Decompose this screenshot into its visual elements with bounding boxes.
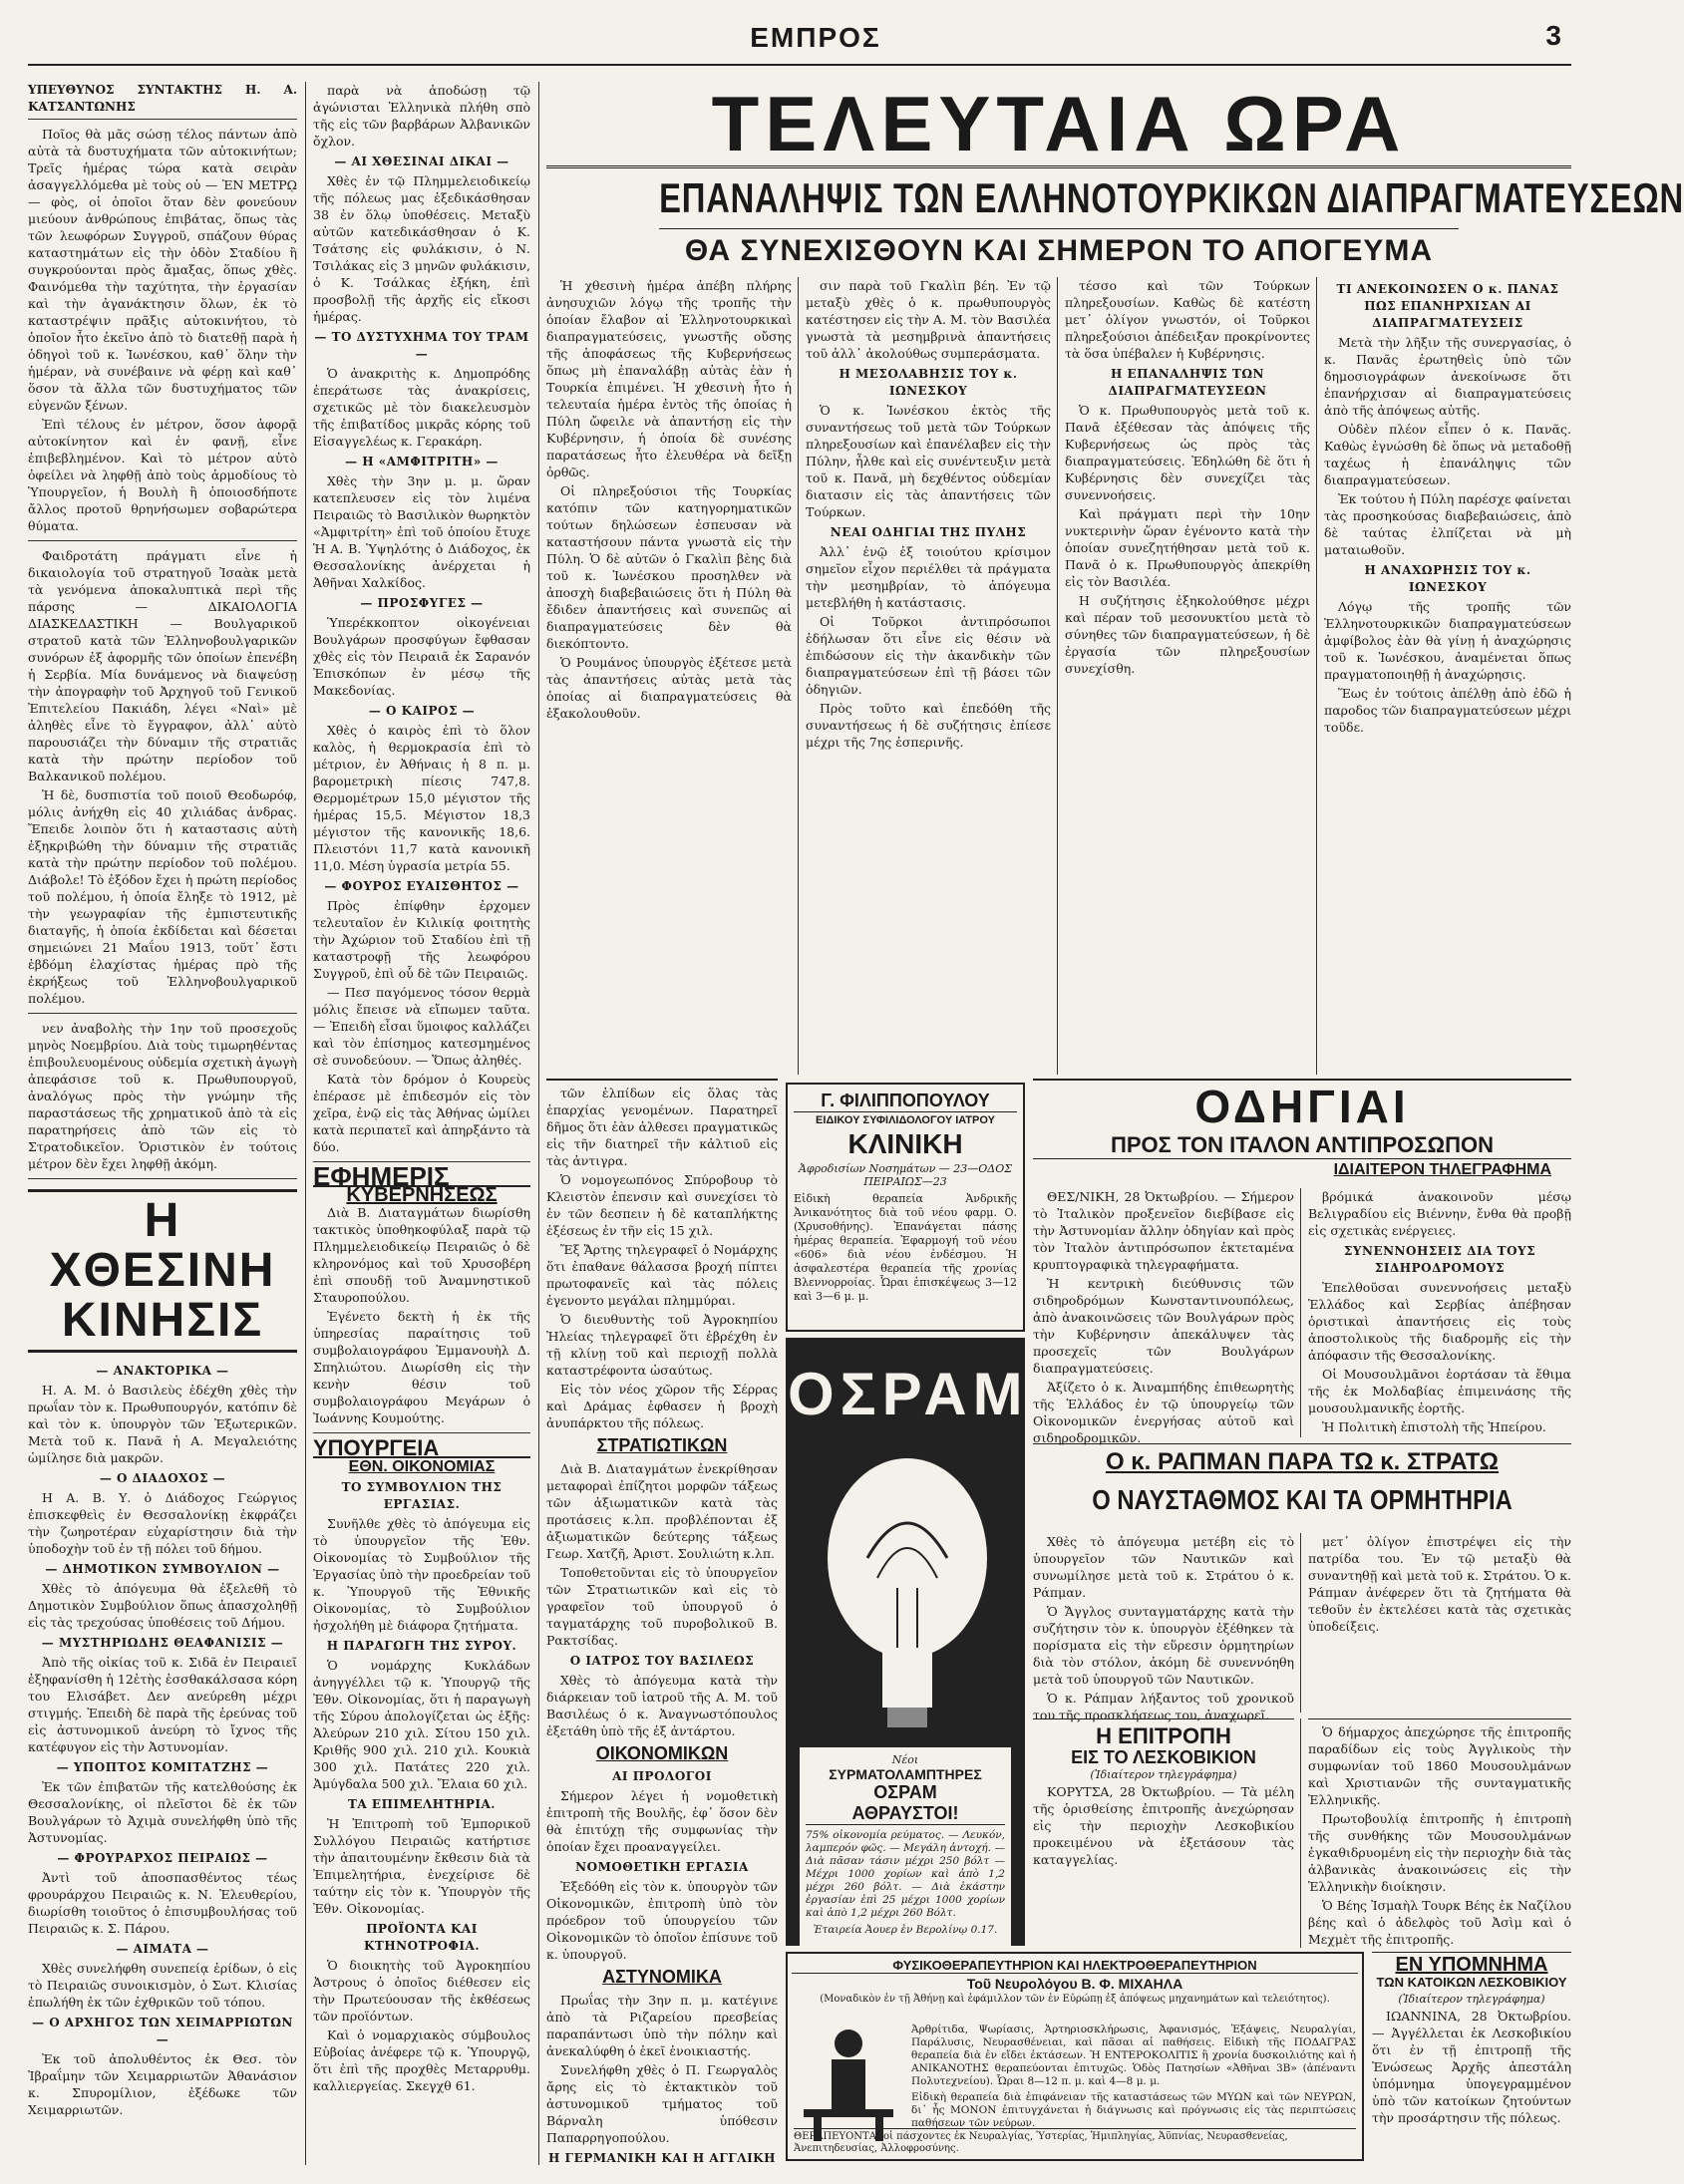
heading-epitropi-sub: ΕΙΣ ΤΟ ΛΕΣΚΟΒΙΚΙΟΝ bbox=[1071, 1747, 1256, 1767]
article-paragraph: ΘΕΣ/ΝΙΚΗ, 28 Ὀκτωβρίου. — Σήμερον τὸ Ἰταλικὸν προξενεῖον διεβίβασε εἰς τὴν Ἀστυνομίαν ἄλλην ὁδηγίαν καὶ πρὸς τὸν Ἰταλὸν ἀντιπρόσωπον ἐκτεταμένα κρυπτογραφικὰ τηλεγραφήματα. bbox=[1033, 1189, 1294, 1272]
article-paragraph: Χθὲς τὸ ἀπόγευμα κατὰ τὴν διάρκειαν τοῦ ἰατροῦ τῆς Α. Μ. τοῦ Βασιλέως ὁ κ. Ἀναγνωστόπουλος ἐξετάθη ὑπὸ τῆς ἐξ ἀντάρτου. bbox=[546, 1673, 778, 1738]
article-paragraph: Καὶ πράγματι περὶ τὴν 10ην νυκτερινὴν ὥραν ἐγένοντο κατὰ τὴν ὁποίαν συνεζητήθησαν μετὰ τοῦ κ. Πανᾶ ὁ κ. Πρωθυπουργὸς ἀπεκρίθη εἰς τὸν Βασιλέα. bbox=[1065, 506, 1310, 589]
subheading: Η ΑΝΑΧΩΡΗΣΙΣ ΤΟΥ κ. ΙΩΝΕΣΚΟΥ bbox=[1364, 563, 1531, 594]
news-item: Ἀπὸ τῆς οἰκίας τοῦ κ. Σιδᾶ ἐν Πειραιεῖ ἐξηφανίσθη ἡ 12ἐτὴς ἐσσθακάλσασα κόρη του Ελισάβετ. Δεν ανεύρεθη μέχρι στιγμής. Ἐπειδὴ δὲ παρὰ τῆς ἐρεύνας τοῦ εἰς ἀστυνομικοῦ ἀνεύρη τὸ ἴχνος τῆς κατέφυγον εἰς τὴν Ἀστυνομίαν. bbox=[28, 1655, 297, 1754]
article-paragraph: νεν ἀναβολὴς τὴν 1ην τοῦ προσεχοῦς μηνὸς Νοεμβρίου. Διὰ τοὺς τιμωρηθέντας ἐπιβουλευομένους οὐδεμία σχετικὴ ἀγωγὴ ἀπεφάσισε τοῦ κ. Πρωθυπουργοῦ, ἀναλόγως πρὸς τὴν γνώμην τῆς παραστάσεως τῆς χρηματικοῦ ἀπὸ τὰ εἰς παρατηρήσεις ἀπὸ τῶν εἰς τὸ Στρατοδικεῖον. Ὁριστικὸν ἐν τούτοις μέτρον δὲν ἔχει ληφθῇ ἀκόμη. bbox=[28, 1021, 297, 1171]
article-paragraph: Ἡ Πολιτικὴ ἐπιστολὴ τῆς Ἠπείρου. bbox=[1322, 1419, 1546, 1434]
subheading: — Ο ΔΙΑΔΟΧΟΣ — bbox=[99, 1471, 226, 1485]
column-second bbox=[313, 82, 530, 2165]
news-item: Χθὲς ὁ καιρὸς ἐπὶ τὸ ὅλον καλὸς, ἡ θερμοκρασία ἐπὶ τὸ μέτριον, ἐν Ἀθήναις ἡ 8 π. μ. βαρομετρικὴ πίεσις 747,8. Θερμομέτρων 15,0 μέγιστον τῆς ἡμέρας 15,5. Μέγιστον 18,3 μέγιστον τῆς κανονικῆς 18,6. Πλειστόνι 11,7 κατὰ κανονικῆ 11,0. Μέση ὑγρασία μετρία 55. bbox=[313, 723, 530, 873]
news-item: Κατὰ τὸν δρόμον ὁ Κουρεὺς ἐπέρασε μὲ ἐπιδεσμόν εἰς τὸν χεῖρα, ἐνῷ εἰς τὰς Ἀθήνας ὡμίλει κατὰ περιπατεῖ καὶ ἀπηρξάντο τὰ δύο. bbox=[313, 1072, 530, 1154]
article-paragraph: Ποῖος θὰ μᾶς σώσῃ τέλος πάντων ἀπὸ αὐτὰ τὰ δυστυχήματα τῶν αὐτοκινήτων; Τρεῖς ἡμέρας τώρα κατὰ σειρὰν ἀσαγγελλόμεθα μὲ τοὺς οὐ — ἘΝ ΜΕΤΡῼ — φὸς, οἱ ὁποῖοι ὅταν δὲν φονεύουν μιεύουν ἀνθρώπους ἐπιβάτας, ὅπως τὰς τῶν λεωφόρων Συγγροῦ, σπάζουν θύρας καταστημάτων εἰς τὴν ὁδὸν Σταδίου ἢ συγκρούονται πρὸς ἄμαξας, ὅπως χθὲς. Φαινόμεθα τὴν ταχύτητα, τὴν ἐργασίαν καὶ τὴν ἀγανάκτησιν ὅλων, ἐκ τὸ καταστρέψιν πρᾶξις αὐτοκινήτου, τὸ ὁποῖον ἧτο ἐκεῖνο ἀπὸ τὸ διατεθῇ παρὰ ἡ ὁδηγοὶ τοῦ κ. Ἰωνέσκου, καθ᾽ ὅλην τὴν ἡμέραν, νὰ συνέβαινε νὰ φέρῃ καὶ καθ᾽ ὅσον τὰ ἄλλα τῶν δυστυχήματος τῶν εὐγενῶν ξένων. bbox=[28, 127, 297, 413]
article-paragraph: Οἱ Τοῦρκοι ἀντιπρόσωποι ἐδήλωσαν ὅτι εἶνε εἰς θέσιν νὰ ἐπιδώσουν εἰς τὴν ἀκανδικὴν τῶν διαπραγματεύσεων ἐπὶ τῇ βάσει τῶν ὁδηγιῶν. bbox=[806, 614, 1051, 697]
epitropi-col-right bbox=[1308, 1718, 1571, 1948]
divider bbox=[28, 1178, 297, 1179]
column-rule bbox=[538, 82, 539, 2165]
ad-clinic-sub: Ἀφροδισίων Νοσημάτων — 23—ΟΔΟΣ ΠΕΙΡΑΙΩΣ—23 bbox=[798, 1162, 1013, 1188]
subheading: — ΔΗΜΟΤΙΚΟΝ ΣΥΜΒΟΥΛΙΟΝ — bbox=[45, 1562, 280, 1576]
masthead bbox=[28, 18, 1571, 76]
naustathmos-col-right bbox=[1308, 1533, 1571, 1713]
news-column-3 bbox=[1065, 277, 1310, 1075]
news-item: Ἐκ τοῦ ἀπολυθέντος ἐκ Θεσ. τὸν Ἰβραΐμην τῶν Χειμαρριωτῶν Ἀθανάσιον κ. Σπυρομίλιον, ἐξέδωκε τῶν Χειμαρριωτῶν. bbox=[28, 2051, 297, 2117]
physio-sub: (Μοναδικὸν ἐν τῇ Ἀθήνῃ καὶ ἐφάμιλλον τῶν ἐν Εὐρώπῃ ἐξ ἀπόψεως μηχανημάτων καὶ τελειότητος). bbox=[820, 1994, 1330, 2005]
column-rule bbox=[1300, 1718, 1301, 1948]
ad-osram bbox=[786, 1338, 1029, 1946]
article-paragraph: Ὁ Βέης Ἰσμαὴλ Τουρκ Βέης ἐκ Ναζίλου βέης καὶ ὁ ἀδελφὸς τοῦ Ἀσὶμ καὶ ὁ Μεχμὲτ τῆς ἐπιτροπῆς. bbox=[1308, 1898, 1571, 1947]
news-item: Ἡ Ἐπιτροπὴ τοῦ Ἐμπορικοῦ Συλλόγου Πειραιῶς κατήρτισε τὴν ἀπαιτουμένην ἔκθεσιν διὰ τὰ Ἐπιμελητήρια, ἐνεχείρισε δὲ ταύτην εἰς τὸν κ. Ὑπουργὸν τῆς Ἐθν. Οἰκονομίας. bbox=[313, 1816, 530, 1916]
article-paragraph: Εἰς τὸν νέος χῶρον τῆς Σέρρας καὶ Δράμας ἐφθασεν ἡ βροχὴ ἀνυπάρκτου τῆς πόλεως. bbox=[546, 1382, 778, 1430]
osram-brand-2: ΟΣΡΑΜ bbox=[873, 1782, 937, 1802]
news-item: Χθὲς τὴν 3ην μ. μ. ὥραν κατεπλευσεν εἰς τὸν λιμένα Πειραιῶς τὸ Βασιλικὸν θωρηκτὸν «Ἀμφιτρίτη» ἐπὶ τοῦ ὁποίου ἔτυχε Ἡ Α. Β. Ὑψηλότης ὁ Διάδοχος, ἐκ Θεσσαλονίκης ἀνέρχεται ἡ Ἀθῆναι Χαλκίδος. bbox=[313, 473, 530, 590]
subheading: Ο ΙΑΤΡΟΣ ΤΟΥ ΒΑΣΙΛΕΩΣ bbox=[569, 1654, 755, 1668]
telegram-note: (Ἰδιαίτερον τηλεγράφημα) bbox=[1398, 1993, 1545, 2006]
subheading: ΣΥΝΕΝΝΟΗΣΕΙΣ ΔΙΑ ΤΟΥΣ ΣΙΔΗΡΟΔΡΟΜΟΥΣ bbox=[1343, 1244, 1536, 1275]
article-paragraph: Τοποθετοῦνται εἰς τὸ ὑπουργεῖον τῶν Στρατιωτικῶν καὶ εἰς τὸ γραφεῖον τοῦ ὑπουργοῦ ὁ ταγματάρχης τοῦ πυροβολικοῦ Β. Ρακτσίδας. bbox=[546, 1565, 778, 1648]
article-paragraph: Ὁ Ἄγγλος συνταγματάρχης κατὰ τὴν συζήτησιν τὸν κ. ὑπουργὸν ἐξέθηκεν τὰ πορίσματα εἰς τὴν εὕρεσιν ὁρμητηρίων διὰ τὸν στόλον, ἀκόμη δὲ συνεννόηθη μετὰ τοῦ ὑπουργοῦ τῶν Ναυτικῶν. bbox=[1033, 1604, 1294, 1687]
ad-clinic-body: Εἰδικὴ θεραπεία Ἀνδρικῆς Ἀνικανότητος διὰ τοῦ νέου φαρμ. Ο. (Χρυσοθήνης). Ἐπανάγεται πάσης ἡμέρας θεραπεία. Ἐφαρμογή τοῦ νέου «606» διὰ νέου ἐνδέσμου. Ἡ ἀσφαλεστέρα θεραπεία τῆς χρονίας Βλεννορροίας. Ὧραι ἐπισκέψεως 3—12 καὶ 3—6 μ. μ. bbox=[794, 1192, 1017, 1303]
article-paragraph: Ὁ κ. Ἰωνέσκου ἐκτὸς τῆς συναντήσεως τοῦ μετὰ τῶν Τούρκων πληρεξουσίων καὶ ἐπανέλαβεν εἰς τὴν Πύλην, ἦλθε καὶ εἰς συνέντευξιν μετὰ τοῦ κ. Πανᾶ, μὴ δεχθέντος οὐδεμίαν διατασιν εἰς τὰς ἀπαντήσεις τῶν Τούρκων. bbox=[806, 403, 1051, 519]
rapman-heading-block bbox=[1033, 1443, 1571, 1516]
article-paragraph: τέσσο καὶ τῶν Τούρκων πληρεξουσίων. Καθὼς δὲ κατέστη μετ᾽ ὀλίγον γνωστόν, οἱ Τοῦρκοι πληρεξούσιοι ἀπέδειξαν προκρίνοντες τὰ ὅσα ὑπέβαλεν ἡ Κυβέρνησις. bbox=[1065, 278, 1310, 361]
subheading: — ΤΟ ΔΥΣΤΥΧΗΜΑ ΤΟΥ ΤΡΑΜ — bbox=[314, 330, 529, 361]
article-paragraph: Ἐκ τούτου ἡ Πύλη παρέσχε φαίνεται τὰς προσηκούσας διαβεβαιώσεις, ἀπὸ δὲ ταύτας ἐλπίζεται νὰ μὴ ματαιωθοῦν. bbox=[1324, 491, 1571, 557]
newspaper-name: ΕΜΠΡΟΣ bbox=[750, 22, 881, 53]
physio-figure bbox=[794, 2024, 903, 2143]
news-item: Καὶ ὁ νομαρχιακὸς σύμβουλος Εὐβοίας ἀνέφερε τῷ κ. Ὑπουργῷ, ὅτι ἐπὶ τῆς προχθὲς Μεταρρυθμ. καλλιεργείας. Σκεγχθ 61. bbox=[313, 2028, 530, 2093]
article-paragraph: τῶν ἐλπίδων εἰς ὅλας τὰς ἐπαρχίας γενομένων. Παρατηρεῖ δῆμος ὅτι ἐὰν ἀλθεσει πραγματικῶς εἰς τῆν διατηρεῖ τῆν κἀλτιοῦ εἰς τὰς ἀντιγρα. bbox=[546, 1086, 778, 1168]
subheading: — Ο ΚΑΙΡΟΣ — bbox=[368, 704, 476, 718]
subheading: — ΑΙ ΧΘΕΣΙΝΑΙ ΔΙΚΑΙ — bbox=[334, 155, 509, 168]
news-item: Χθὲς συνελήφθη συνεπείᾳ ἐρίδων, ὁ εἰς τὸ Πειραιῶς συνοικισμὸν, ὁ Σωτ. Κλισίας ἐπωλήθη ἐκ τῶν ἐχθρικῶν τοῦ τόπου. bbox=[28, 1961, 297, 2010]
article-paragraph: Ὁ κ. Πρωθυπουργὸς μετὰ τοῦ κ. Πανᾶ ἐξέθεσαν τὰς ἀπόψεις τῆς Κυβερνήσεως ὡς πρὸς τὰς διαπραγματεύσεις. Ἐδηλώθη δὲ ὅτι ἡ Κυβέρνησις δὲν συνεχίζει τὰς συνεννοήσεις. bbox=[1065, 403, 1310, 502]
osram-claim: ΑΘΡΑΥΣΤΟΙ! bbox=[806, 1803, 1005, 1825]
article-paragraph: Ὁ κ. Ράπμαν λήξαντος τοῦ χρονικοῦ του τῆς προσκλήσεως του, ἀναχωρεῖ. bbox=[1033, 1691, 1294, 1722]
ad-doctor-name: Γ. ΦΙΛΙΠΠΟΠΟΥΛΟΥ bbox=[794, 1091, 1017, 1112]
article-paragraph: Ὁ Ρουμάνος ὑπουργὸς ἐξέτεσε μετὰ τὰς ἀπαντήσεις αὐτὰς μετὰ τὰς ὁποίας αἱ διαπραγματεύσεις θὰ ἐξακολουθοῦν. bbox=[546, 655, 792, 721]
article-paragraph: Μετὰ τὴν λῆξιν τῆς συνεργασίας, ὁ κ. Πανᾶς ἐρωτηθεὶς ὑπὸ τῶν δημοσιογράφων ἀνεκοίνωσε ὅτι ἐπανήρχισαν αἱ διαπραγματεύσεις ἀπὸ τῆς ἀπόψεως αὐτῆς. bbox=[1324, 335, 1571, 418]
naustathmos-col-left bbox=[1033, 1533, 1294, 1722]
article-paragraph: παρὰ νὰ ἀποδώσῃ τῷ ἀγώνισται Ἑλληνικὰ πλήθη σπὸ τῆς εἰς τῶν βαρβάρων Ἀλβανικῶν ὄχλον. bbox=[313, 83, 530, 149]
subheading: — ΥΠΟΠΤΟΣ ΚΟΜΙΤΑΤΖΗΣ — bbox=[56, 1760, 269, 1774]
article-paragraph: Ἔξ Ἄρτης τηλεγραφεῖ ὁ Νομάρχης ὅτι ἐπαθανε θάλασσα βροχή πίπτει πρωτοφανεῖς καὶ τὰς πόλεις ἐγενοντο μεγάλαι πλημμύραι. bbox=[546, 1242, 778, 1308]
subheading: — ΠΡΟΣΦΥΓΕΣ — bbox=[360, 596, 484, 610]
right-news-col-left bbox=[1033, 1188, 1294, 1445]
news-item: Συνῆλθε χθὲς τὸ ἀπόγευμα εἰς τὸ ὑπουργεῖον τῆς Ἐθν. Οἰκονομίας τὸ Συμβούλιον τῆς Ἐργασίας ὑπὸ τὴν προεδρείαν τοῦ κ. Ὑπουργοῦ τῆς Ἐθνικῆς Οἰκονομίας, τὸ Συμβούλιον ἠσχολήθη μὲ διάφορα ζητήματα. bbox=[313, 1516, 530, 1633]
article-paragraph: Ἐξεδόθη εἰς τὸν κ. ὑπουργὸν τῶν Οἰκονομικῶν, ἐπιτροπὴ ὑπὸ τὸν πρόεδρον τοῦ ὑπουργείου τῶν Οἰκονομικῶν τὸ ὁποῖον ἐπίσυνε τοῦ κ. ὑπουργοῦ. bbox=[546, 1879, 778, 1962]
article-paragraph: Πρωτοβουλίᾳ ἐπιτροπῆς ἡ ἐπιτροπὴ τῆς συνθήκης τῶν Μουσουλμάνων ἐγκαθιδρυομένη εἰς τὴν περιοχὴν διὰ τὰς ἀλβανικὰς ἀνακοινώσεις εἰς τὴν Ἑλληνικὴν διοίκησιν. bbox=[1308, 1811, 1571, 1894]
section-heading-efimeris: ΕΦΗΜΕΡΙΣ bbox=[313, 1168, 530, 1187]
ypomnima-col bbox=[1372, 1952, 1571, 2161]
section-heading-astynomika: ΑΣΤΥΝΟΜΙΚΑ bbox=[602, 1967, 722, 1987]
heading-odigiai-sub: ΠΡΟΣ ΤΟΝ ΙΤΑΛΟΝ ΑΝΤΙΠΡΟΣΩΠΟΝ bbox=[1033, 1132, 1571, 1159]
section-heading-oikonomikon: ΟΙΚΟΝΟΜΙΚΩΝ bbox=[595, 1743, 729, 1763]
page-number: 3 bbox=[1545, 20, 1561, 51]
news-item: Χθὲς ἐν τῷ Πλημμελειοδικείῳ τῆς πόλεως μας ἐξεδικάσθησαν 38 ἐν ὅλῳ ὑποθέσεις. Μεταξὺ αὐτῶν κατεδικάσθησαν ὁ Κ. Τσάτσης εἰς φυλάκισιν, ὁ Ν. Τσιλάκας εἰς 3 μηνῶν φυλάκισιν, ὁ Κ. Τσάλκας ἐξήκη, ἐπὶ προσβολῇ τῆς ἀρχῆς εἰς εἴκοσι ἡμέρας. bbox=[313, 173, 530, 324]
heading-line: ΚΙΝΗΣΙΣ bbox=[61, 1294, 264, 1347]
news-column-mid bbox=[546, 1079, 778, 2165]
column-rule bbox=[1057, 277, 1058, 1075]
heading-rapman: Ο κ. ΡΑΠΜΑΝ ΠΑΡΑ ΤΩ κ. ΣΤΡΑΤΩ bbox=[1105, 1448, 1500, 1475]
news-item: Ὑπερέκκοπτον οἰκογένειαι Βουλγάρων προσφύγων ἔφθασαν χθὲς εἰς τὸν Πειραιᾶ ἐκ Σαρανόν Ἐπισκόπων ἐν μέσῳ τῆς Μακεδονίας. bbox=[313, 615, 530, 698]
physio-body: Ἀρθρίτιδα, Ψωρίασις, Ἀρτηριοσκλήρωσις, Ἀφανισμός, Ἐξάψεις, Νευραλγίαι, Παράλυσις, Νευρασθένειαι, καὶ πᾶσαι αἱ παθήσεις. Εἰδικὴ τῆς ΠΟΔΑΓΡΑΣ θεραπεία διὰ ἐν εἴδει ἐκτάσεων. Ἡ ΕΝΤΕΡΟΚΟΛΙΤΙΣ ἢ χρονία δυσκοιλιότης καὶ ἡ ΑΝΙΚΑΝΟΤΗΣ θεραπεύονται ἐπιτυχῶς. Ὁδὸς Πατησίων «Ἀθῆναι 3Β» (ἀπέναντι Πολυτεχνείου). Ὧραι 8—12 π. μ. καὶ 4—8 μ. μ. bbox=[911, 2024, 1356, 2087]
editor-byline: ΥΠΕΥΘΥΝΟΣ ΣΥΝΤΑΚΤΗΣ Η. Α. ΚΑΤΣΑΝΤΩΝΗΣ bbox=[28, 82, 297, 120]
article-paragraph: Η συζήτησις ἐξηκολούθησε μέχρι καὶ πέραν τοῦ μεσονυκτίου μετὰ τὸ σύνηθες τῶν διαπραγματεύσεων, ἡ δὲ ἐργασία τῶν πληρεξουσίων συνεχίσθη. bbox=[1065, 593, 1310, 676]
news-item: Πρὸς ἐπίφθην ἐρχομεν τελευταῖον ἐν Κιλικίᾳ φοιτητὴς τὴν Ἀχώριον τοῦ Σταδίου ἐπὶ τῇ καταστροφῇ τῆς λεωφόρου Συγγροῦ, ἐπὶ οὗ δὲ τῶν Πειραιῶς. bbox=[313, 898, 530, 981]
physio-body2: Εἰδικὴ θεραπεία διὰ ἐπιφάνειαν τῆς καταστάσεως τῶν ΜΥΩΝ καὶ τῶν ΝΕΥΡΩΝ, δι᾽ ἧς ΜΟΝΟΝ ἐπιτυγχάνεται ἡ διάγνωσις καὶ πρόγνωσις εἰς τὰς περιπτώσεις παθήσεων τῶν νεύρων. bbox=[911, 2091, 1356, 2129]
article-paragraph: Σήμερον λέγει ἡ νομοθετικὴ ἐπιτροπὴ τῆς Βουλῆς, ἐφ᾽ ὅσον δὲν θὰ ἐπιτύχῃ τῆς συμφωνίας τὴν ὁποίαν ἔχει προαναγγείλει. bbox=[546, 1788, 778, 1854]
subheading: ΤΟ ΣΥΜΒΟΥΛΙΟΝ ΤΗΣ ΕΡΓΑΣΙΑΣ. bbox=[341, 1480, 503, 1511]
news-item: Διὰ Β. Διαταγμάτων διωρίσθη τακτικὸς ὑποθηκοφύλαξ παρὰ τῷ Πλημμελειοδικείῳ Πειραιῶς ὁ δὲ κληρονόμος καὶ τοῦ Χρυσοβέρη ἐπὶ σπουδῇ τοῦ Ἀναμνηστικοῦ Σταυροπούλου. bbox=[313, 1205, 530, 1305]
article-paragraph: Συνελήφθη χθὲς ὁ Π. Γεωργαλὸς ἄρης εἰς τὸ ἐκτακτικὸν τοῦ ἀστυνομικοῦ τμήματος τοῦ Βάρναλη ὑπόθεσιν Παπαρρηγοπούλου. bbox=[546, 2062, 778, 2145]
heading-telegrafima: ΙΔΙΑΙΤΕΡΟΝ ΤΗΛΕΓΡΑΦΗΜΑ bbox=[1333, 1161, 1551, 1178]
news-item: Ὁ νομάρχης Κυκλάδων ἀνηγγέλλει τῷ κ. Ὑπουργῷ τῆς Ἐθν. Οἰκονομίας, ὅτι ἡ παραγωγὴ τῆς Σύρου ἀπολογίζεται ὡς ἑξῆς: Ἀλεύρων 210 χιλ. Σίτου 150 χιλ. Κριθῆς 900 χιλ. 210 χιλ. Κουκιὰ 300 χιλ. Πατάτες 220 χιλ. Ἀμύγδαλα 500 χιλ. Ἔλαια 60 χιλ. bbox=[313, 1658, 530, 1791]
news-column-4 bbox=[1324, 277, 1571, 1075]
section-heading-stratiotikon: ΣΤΡΑΤΙΩΤΙΚΩΝ bbox=[596, 1435, 728, 1455]
article-paragraph: Οἱ πληρεξούσιοι τῆς Τουρκίας κατόπιν τῶν κατηγορηματικῶν τούτων δηλώσεων ἐσπευσαν νὰ καταστήσουν πάντα γνωστὰ εἰς τὴν Πύλη. Ὁ δὲ αὐτῶν ὁ Γκαλὶπ βὲης διὰ τοῦ κ. Ἰωνέσκου προσηλθεν νὰ ἀποσχὴ διαβεβαιώσεις ὅτι ἡ Πύλη θὰ ἔδιδεν ἀπαντήσεις καὶ συνεπῶς αἱ διαπραγματεύσεις δὲν θὰ διεκόπτοντο. bbox=[546, 483, 792, 651]
section-heading-kyverniseos: ΚΥΒΕΡΝΗΣΕΩΣ bbox=[346, 1184, 498, 1206]
news-item: Χθὲς τὸ ἀπόγευμα θὰ ἐξελεθῆ τὸ Δημοτικὸν Συμβούλιον ὅπως ἀπασχοληθῇ εἰς τὰς τρεχούσας ὑποθέσεις τοῦ Δήμου. bbox=[28, 1581, 297, 1630]
osram-product: ΣΥΡΜΑΤΟΛΑΜΠΤΗΡΕΣ bbox=[829, 1766, 982, 1782]
subheading: Η ΜΕΣΟΛΑΒΗΣΙΣ ΤΟΥ κ. ΙΩΝΕΣΚΟΥ bbox=[839, 367, 1018, 398]
subheading: ΤΑ ΕΠΙΜΕΛΗΤΗΡΙΑ. bbox=[348, 1797, 496, 1811]
section-heading-ypourgeia: ΥΠΟΥΡΓΕΙΑ bbox=[313, 1439, 530, 1458]
physio-title: ΦΥΣΙΚΟΘΕΡΑΠΕΥΤΗΡΙΟΝ ΚΑΙ ΗΛΕΚΤΡΟΘΕΡΑΠΕΥΤΗΡΙΟΝ bbox=[792, 1958, 1358, 1974]
heading-odigiai: ΟΔΗΓΙΑΙ bbox=[1194, 1081, 1410, 1132]
article-paragraph: μετ᾽ ὀλίγον ἐπιστρέψει εἰς τὴν πατρίδα του. Ἐν τῷ μεταξὺ θὰ συναντηθῇ καὶ μετὰ τοῦ κ. Στράτου. Ὁ κ. Ράπμαν ἀνέφερεν ὅτι τὰ ζητήματα θὰ τεθοῦν ἐν ἐκτελέσει κατὰ τὰς σχετικὰς ὑποδείξεις. bbox=[1308, 1534, 1571, 1634]
article-paragraph: Ἡ κεντρικὴ διεύθυνσις τῶν σιδηροδρόμων Κωνσταντινουπόλεως, ἀπὸ ἀνακοινῶσεις τῶν Βουλγάρων πρὸς τὴν Κυβέρνησιν ἀπεκάλυψεν τὰς προσεχεῖς τῶν Βουλγάρων διαπραγματεύσεις. bbox=[1033, 1276, 1294, 1376]
subheading: — Η «ΑΜΦΙΤΡΙΤΗ» — bbox=[345, 455, 499, 468]
epitropi-col bbox=[1033, 1718, 1294, 1948]
subheading: Η ΕΠΑΝΑΛΗΨΙΣ ΤΩΝ ΔΙΑΠΡΑΓΜΑΤΕΥΣΕΩΝ bbox=[1108, 367, 1267, 398]
section-heading-ethn-oikonomias: ΕΘΝ. ΟΙΚΟΝΟΜΙΑΣ bbox=[348, 1458, 496, 1475]
article-paragraph: Ὁ νομογεωπόνος Σπύροβουρ τὸ Κλειστὸν ἐπενσιν καὶ συνεχίσει τὸ ἐν τῶν δεσπειν ἡ δὲ καταπλήκτης ἐξέσεως ἐν τῆν εἰς 15 χιλ. bbox=[546, 1172, 778, 1238]
physio-footer: ΘΕΡΑΠΕΥΟΝΤΑΙ οἱ πάσχοντες ἐκ Νευραλγίας, Ὑστερίας, Ἡμιπληγίας, Ἀϋπνίας, Νευρασθενείας, Ἀνεπιτηδευσίας, Ἀλλοφροσύνης. bbox=[794, 2128, 1356, 2155]
subheading: ΝΕΑΙ ΟΔΗΓΙΑΙ ΤΗΣ ΠΥΛΗΣ bbox=[830, 525, 1027, 539]
masthead-rule bbox=[28, 64, 1571, 66]
news-item: Ἀντὶ τοῦ ἀποσπασθέντος τέως φρουράρχου Πειραιῶς κ. Ν. Ἐλευθερίου, διωρίσθη τοιοῦτος ὁ ἐπισυμβουλήσας τοῦ Πειραιῶς κ. Σ. Πάρου. bbox=[28, 1870, 297, 1936]
osram-footer: Ἑταιρεία Ἀουερ ἐν Βερολίνῳ 0.17. bbox=[813, 1924, 998, 1936]
news-item: Ὁ ἀνακριτὴς κ. Δημοπρόδης ἐπεράτωσε τὰς ἀνακρίσεις, σχετικῶς μὲ τὸν διακελευσμὸν τῆς ἐπιβατίδος μικρᾶς κόρης τοῦ Εἰσαγγελέως κ. Γερακάρη. bbox=[313, 366, 530, 449]
article-paragraph: Ἡ δὲ, δυσπιστία τοῦ ποιοῦ Θεοδωρόφ, μόλις ἀνήχθη εἰς 40 χιλιάδας ἀνδρας. Ἔπειδε λοιπὸν ὅτι ἡ καταστασις αὐτὴ ἐξηκριβώθη τὴν δύναμιν τῆς στρατιᾶς κατὰ τὴν πρώτην περίοδον τοῦ πολέμου. Διάβολε! Τὸ ἐξόδον ἔχει ἡ πρώτη περίοδος τοῦ πολέμου, ἡ ὁποία ἔληξε τὸ 1912, μὲ τὴν γεωγραφίαν τῆς ἐμπιστευτικῆς διαταγῆς, ἡ ὁποία ἐκδίδεται καὶ δέσεται σημειώνει 21 Μαΐου 1913, τοῦτ᾽ ἔστι ἐβδόμη ἐλαχίστας ἡμέρας πρὸ τῆς ἐκρήξεως τοῦ Ἑλληνοβουλγαρικοῦ πολέμου. bbox=[28, 787, 297, 1006]
news-item: — Πεσ παγόμενος τόσον θερμὰ μόλις ἔπεισε νὰ εἴπωμεν ταῦτα. — Ἐπειδὴ εἶσαι ὕμοιφος καλλάζει καὶ τὸν ἐπίσημος κατεσμημένος σὲ συνοδεύουν. — Ὅπως ἀληθές. bbox=[313, 985, 530, 1068]
column-rule bbox=[1300, 1188, 1301, 1437]
ad-syphilis-clinic bbox=[786, 1083, 1025, 1332]
subheading: Η ΠΑΡΑΓΩΓΗ ΤΗΣ ΣΥΡΟΥ. bbox=[326, 1639, 517, 1653]
article-paragraph: Ὁ διευθυντὴς τοῦ Ἀγροκηπίου Ἠλείας τηλεγραφεῖ ὅτι ἐβρέχθη ἐν τῇ κλίνῃ τοῦ καὶ περιοχῇ πολλὰ καταστρέφοντα ὡσαύτως. bbox=[546, 1312, 778, 1378]
column-rule bbox=[1300, 1533, 1301, 1713]
telegram-note: (Ἰδιαίτερον τηλεγράφημα) bbox=[1090, 1768, 1237, 1781]
subheading: ΤΙ ΑΝΕΚΟΙΝΩΣΕΝ Ο κ. ΠΑΝΑΣ ΠΩΣ ΕΠΑΝΗΡΧΙΣΑΝ ΑΙ ΔΙΑΠΡΑΓΜΑΤΕΥΣΕΙΣ bbox=[1336, 282, 1559, 330]
banner-teleftaia-ora: ΤΕΛΕΥΤΑΙΑ ΩΡΑ bbox=[546, 82, 1571, 168]
subheading: — ΦΡΟΥΡΑΡΧΟΣ ΠΕΙΡΑΙΩΣ — bbox=[57, 1851, 268, 1865]
divider bbox=[313, 1432, 530, 1433]
divider bbox=[28, 540, 297, 541]
doctor-figure-icon bbox=[794, 2024, 903, 2143]
article-paragraph: Πρωΐας τὴν 3ην π. μ. κατέγινε ἀπὸ τὰ Ριζαρείου πρεσβείας παραπάντωσι ὑπὸ τὴν πόλην καὶ ἀνεκαλύφθη ὁ ἐκεῖ ἐνοικιαστής. bbox=[546, 1993, 778, 2058]
article-paragraph: Ἡ χθεσινὴ ἡμέρα ἀπέβη πλήρης ἀνησυχιῶν λόγῳ τῆς τροπῆς τὴν ὁποίαν ἔλαβον αἱ Ἑλληνοτουρκικαὶ διαπραγματεύσεις, γνωστῆς οὔσης τῆς ἀποφάσεως τῆς Κυβερνήσεως ὅπως μὴ ἐπαναλάβῃ αὐτὰς ἐὰν ἡ Τουρκία ἐπιμένει. Ἡ χθεσινὴ ἦτο ἡ τελευταία ἡμέρα ἐντὸς τῆς ὁποίας ἡ Πύλη ὤφειλε νὰ ἀπαντήσῃ εἰς τὴν Κυβέρνησιν, ἡ ὁποία δὲ συνέσης παρατάσεως ἦτο ἐλευθέρα νὰ δεῖξῃ ὀρθῶς. bbox=[546, 278, 792, 479]
heading-epitropi: Η ΕΠΙΤΡΟΠΗ bbox=[1096, 1723, 1231, 1748]
osram-body: 75% οἰκονομία ρεύματος. — Λευκόν, λαμπερόν φῶς. — Μεγάλη ἀντοχή. — Διὰ πᾶσαν τάσιν μέχρι 250 βόλτ — Μέχρι 1000 χορίων καὶ ἀπὸ 1,2 μέχρι 260 βόλτ. — Διὰ ἑκάστην ἐργασίαν ἐπὶ 25 μέχρι 1000 χορίων καὶ ἀπὸ 1,2 μέχρι 260 Βόλτ. bbox=[806, 1829, 1005, 1919]
article-paragraph: Ἀλλ᾽ ἐνῷ ἐξ τοιούτου κρίσιμον σημεῖον εἶχον περιέλθει τὰ πράγματα τὴν μεσημβρίαν, τὸ ἀπόγευμα μετεβλήθη ἡ κατάστασις. bbox=[806, 544, 1051, 610]
article-paragraph: Φαιδροτάτη πράγματι εἶνε ἡ δικαιολογία τοῦ στρατηγοῦ Ἰσαὰκ μετὰ τὰ γενόμενα ἀποκαλυπτικὰ περὶ τῆς πάρσης — ΔΙΚΑΙΟΛΟΓΙΑ ΔΙΑΣΚΕΔΑΣΤΙΚΗ — Βουλγαρικοῦ στρατοῦ κατὰ τῶν Ἑλληνοβουλγαρικῶν συνόρων ἐξ ἀφορμῆς τῶν ὁποίων ἐπενέβη ἡ Σερβία. Μία δυνάμενος νὰ διαψεύσῃ τὴν ἀπογραφὴν τοῦ Ἀρχηγοῦ τοῦ Γενικοῦ Ἐπιτελείου Πακιάδη, λέγει «Ναὶ» μὲ ἀληθὲς εἶνε τὸ ἔγγραφον, ἀλλ᾽ αὐτὸ παρουσιάζει τὴν δύναμιν τῆς στρατιᾶς κατὰ τὴν πρώτην περίοδον τοῦ Βαλκανικοῦ πολέμου. bbox=[28, 548, 297, 783]
article-paragraph: Χθὲς τὸ ἀπόγευμα μετέβη εἰς τὸ ὑπουργεῖον τῶν Ναυτικῶν καὶ συνωμίλησε μετὰ τοῦ κ. Στράτου ὁ κ. Ράπμαν. bbox=[1033, 1534, 1294, 1600]
osram-panel bbox=[800, 1747, 1011, 1987]
news-item: Ἐγένετο δεκτὴ ἡ ἐκ τῆς ὑπηρεσίας παραίτησις τοῦ συμβολαιογράφου Ἐμμανουὴλ Δ. Σπηλιώτου. Διωρίσθη εἰς τὴν κενὴν θέσιν τοῦ συμβολαιογράφου Μεγάρων ὁ Ἰωάννης Κουμούτης. bbox=[313, 1309, 530, 1425]
heading-line: Η ΧΘΕΣΙΝΗ bbox=[49, 1194, 276, 1297]
article-paragraph: Ὁ δήμαρχος ἀπεχώρησε τῆς ἐπιτροπῆς παραδίδων εἰς τοὺς Ἀγγλικοὺς τὴν συμφωνίαν τοῦ 1860 Μουσουλμάνων καὶ Χριστιανῶν τῆς συνταγματικῆς Ἑλληνικῆς. bbox=[1308, 1724, 1571, 1807]
section-heading-xthesini-kinisis bbox=[28, 1189, 297, 1353]
article-paragraph: σιν παρὰ τοῦ Γκαλὶπ βέη. Ἐν τῷ μεταξὺ χθὲς ὁ κ. πρωθυπουργὸς κατέστησεν εἰς τὴν Α. Μ. τὸν Βασιλέα γνωστὰ τὰ μεσημβρινὰ ἀπαντήσεις τοῦ ἀλλ᾽ ἀκολούθως συμπεράσματα. bbox=[806, 278, 1051, 361]
column-left bbox=[28, 82, 297, 2165]
physio-doctor: Τοῦ Νευρολόγου Β. Φ. ΜΙΧΑΗΛΑ bbox=[966, 1976, 1183, 1992]
article-paragraph: Ἐπελθοῦσαι συνεννοήσεις μεταξὺ Ἑλλάδος καὶ Σερβίας ἀπέβησαν ὁριστικαὶ ἀπαντήσεις εἰς τοὺς ἀποστολικοὺς τῆς διαδρομῆς εἰς τὴν ἀπόφασιν τῆς Θεσσαλονίκης. bbox=[1308, 1280, 1571, 1363]
article-paragraph: Πρὸς τοῦτο καὶ ἐπεδόθη τῆς συναντήσεως ἡ δὲ συζήτησις ἐπίεσε μέχρι τῆς 7ης ἐσπερινῆς. bbox=[806, 701, 1051, 750]
osram-brand: ΟΣΡΑΜ bbox=[788, 1361, 1029, 1427]
news-column-1 bbox=[546, 277, 792, 1075]
heading-ypomnima: ΕΝ ΥΠΟΜΝΗΜΑ bbox=[1395, 1954, 1548, 1976]
article-paragraph: Ἕως ἐν τούτοις ἀπέλθῃ ἀπὸ ἐδῶ ἡ παροδος τῶν διαπραγματεύσεων μέχρι τοῦδε. bbox=[1324, 686, 1571, 735]
column-rule bbox=[798, 277, 799, 1075]
news-column-2 bbox=[806, 277, 1051, 1075]
heading-naustathmos: Ο ΝΑΥΣΤΑΘΜΟΣ ΚΑΙ ΤΑ ΟΡΜΗΤΗΡΙΑ bbox=[1092, 1484, 1513, 1515]
ad-clinic-title: ΚΛΙΝΙΚΗ bbox=[847, 1128, 963, 1159]
article-paragraph: Διὰ Β. Διαταγμάτων ἐνεκρίθησαν μεταφοραὶ ἐπίζητοι μορφῶν τάξεως τῶν ἀξιωματικῶν κατὰ τὰς προτάσεις κ.λπ. προβλέπονται ἐξ ἀξιωματικῶν δεύτερης τάξεως Γεωρ. Χατζῆ, Ἀριστ. Σουλιώτη κ.λπ. bbox=[546, 1461, 778, 1561]
article-paragraph: Οὐδὲν πλέον εἶπεν ὁ κ. Πανᾶς. Καθὼς ἐγνώσθη δὲ ὅπως νὰ μεταδοθῇ ταχέως ἡ ἐπανάληψις τῶν διαπραγματεύσεων. bbox=[1324, 422, 1571, 487]
news-item: Η. Α. Μ. ὁ Βασιλεὺς ἐδέχθη χθὲς τὴν πρωΐαν τὸν κ. Πρωθυπουργόν, κατόπιν δὲ καὶ τὸν κ. ὑπουργὸν τῶν Ἐξωτερικῶν. Μετὰ τοῦ κ. Πανᾶ ἡ Α. Μεγαλειότης ὡμίλησε διὰ μακρῶν. bbox=[28, 1383, 297, 1465]
ad-physiotherapy bbox=[786, 1952, 1364, 2161]
right-news-col-right bbox=[1308, 1188, 1571, 1437]
article-paragraph: Ἐπὶ τέλους ἐν μέτρον, ὅσον ἀφορᾷ αὐτοκίνητον καὶ ἐν φανῇ, εἶνε ἐπιβεβλημένον. Καὶ τὸ μέτρον αὐτὸ ὀφείλει νὰ ληφθῇ ἀπὸ τοὺς ἁρμοδίους τὸ Ὑπουργεῖον, ἡ Βουλὴ ἢ ὁποιοσδήποτε ἄλλος προτοῦ θρηνήσωμεν σοβαρώτερα θύματα. bbox=[28, 417, 297, 533]
newspaper-page bbox=[28, 18, 1684, 2171]
physio-body-wrap bbox=[911, 2024, 1356, 2130]
right-news-block bbox=[1033, 1079, 1571, 1946]
news-item: Η Α. Β. Υ. ὁ Διάδοχος Γεώργιος ἐπισκεφθεὶς ἐν Θεσσαλονίκῃ ἐκφράζει τὴν ζωηροτέραν εὐχαρίστησιν διὰ τὴν ὑποδοχὴν τοῦ ἐν τῇ πόλει τοῦ δήμου. bbox=[28, 1490, 297, 1556]
article-paragraph: ΚΟΡΥΤΣΑ, 28 Ὀκτωβρίου. — Τὰ μέλη τῆς ὁρισθείσης ἐπιτροπῆς ἀνεχώρησαν εἰς τὴν περιοχὴν Λεσκοβικίου προκειμένου νὰ ἐξετάσουν τὰς καταγγελίας. bbox=[1033, 1784, 1294, 1867]
article-paragraph: Λόγῳ τῆς τροπῆς τῶν Ἑλληνοτουρκικῶν διαπραγματεύσεων ἀμφίβολος ἐὰν θὰ γίνῃ ἡ ἀναχώρησις τοῦ κ. Ἰωνέσκου, ἀναμένεται ὅπως πραγματοποιηθῇ ἡ ἀναχώρησις. bbox=[1324, 599, 1571, 682]
news-item: Ὁ διοικητὴς τοῦ Ἀγροκηπίου Ἀστρους ὁ ὁποῖος διέθεσεν εἰς τὴν Πρωτεύουσαν τῆς ἐκθέσεως τῶν προϊόντων. bbox=[313, 1958, 530, 2024]
subheading: — ΦΟΥΡΟΣ ΕΥΑΙΣΘΗΤΟΣ — bbox=[324, 879, 519, 893]
subheading: ΠΡΟΪΟΝΤΑ ΚΑΙ ΚΤΗΝΟΤΡΟΦΙΑ. bbox=[363, 1922, 481, 1953]
article-paragraph: Οἱ Μουσουλμᾶνοι ἑορτάσαν τὰ ἔθιμα τῆς ἐκ Μολδαβίας ἐπιμεινάσης τῆς μουσουλμανικῆς ἐορτῆς. bbox=[1308, 1367, 1571, 1415]
subheading: ΝΟΜΟΘΕΤΙΚΗ ΕΡΓΑΣΙΑ bbox=[575, 1860, 749, 1874]
subheading: — Ο ΑΡΧΗΓΟΣ ΤΩΝ ΧΕΙΜΑΡΡΙΩΤΩΝ — bbox=[32, 2016, 293, 2046]
subheading: Η ΓΕΡΜΑΝΙΚΗ ΚΑΙ Η ΑΓΓΛΙΚΗ bbox=[548, 2151, 776, 2165]
article-paragraph: βρόμικά ἀνακοινοῦν μέσῳ Βελιγραδίου εἰς Βιέννην, ἔνθα θὰ προβῇ εἰς σχετικὰς ενέργειες. bbox=[1308, 1189, 1571, 1238]
subheading: — ΑΝΑΚΤΟΡΙΚΑ — bbox=[96, 1364, 229, 1378]
news-item: Ἐκ τῶν ἐπιβατῶν τῆς κατελθούσης ἐκ Θεσσαλονίκης, οἱ πλεῖστοι δὲ ἐκ τῶν Βουλγάρων τὸ Ἀχιμὰ συνελήφθη ὑπὸ τῆς Ἀστυνομίας. bbox=[28, 1779, 297, 1845]
article-paragraph: ΙΩΑΝΝΙΝΑ, 28 Ὀκτωβρίου. — Ἀγγέλλεται ἐκ Λεσκοβικίου ὅτι ἐν τῇ ἐπιτροπῇ τῆς Ἐνώσεως Ἀρχῆς ἀπεστάλη ὑπόμνημα ὑπογεγραμμένον ὑπὸ τῶν κατοίκων ζητούντων τὴν προσάρτησιν τῆς πόλεως. bbox=[1372, 2009, 1571, 2125]
main-subheadline: ΘΑ ΣΥΝΕΧΙΣΘΟΥΝ ΚΑΙ ΣΗΜΕΡΟΝ ΤΟ ΑΠΟΓΕΥΜΑ bbox=[684, 234, 1434, 267]
divider bbox=[28, 1013, 297, 1014]
article-paragraph: Ἀξίζετο ὁ κ. Ἀιναμπήδης ἐπιθεωρητὴς τῆς Ἑλλάδος ἐν τῷ ὑπουργείῳ τῶν Οἰκονομικῶν ἐνεργήσας αὐτοῦ καὶ σιδηροδρομικῶν. bbox=[1033, 1380, 1294, 1445]
column-rule bbox=[305, 82, 306, 2165]
light-bulb-icon bbox=[788, 1428, 1027, 1747]
column-rule bbox=[1316, 277, 1317, 1075]
main-headline: ΕΠΑΝΑΛΗΨΙΣ ΤΩΝ ΕΛΛΗΝΟΤΟΥΡΚΙΚΩΝ ΔΙΑΠΡΑΓΜΑΤΕΥΣΕΩΝ bbox=[659, 168, 1459, 229]
subheading: ΑΙ ΠΡΟΛΟΓΟΙ bbox=[612, 1769, 712, 1783]
subheading: — ΑΙΜΑΤΑ — bbox=[116, 1942, 209, 1956]
heading-ypomnima-sub: ΤΩΝ ΚΑΤΟΙΚΩΝ ΛΕΣΚΟΒΙΚΙΟΥ bbox=[1376, 1975, 1567, 1990]
osram-new: Νέοι bbox=[891, 1753, 919, 1766]
ad-doctor-role: ΕΙΔΙΚΟΥ ΣΥΦΙΛΙΔΟΛΟΓΟΥ ΙΑΤΡΟΥ bbox=[816, 1114, 995, 1126]
subheading: — ΜΥΣΤΗΡΙΩΔΗΣ ΘΕΑΦΑΝΙΣΙΣ — bbox=[41, 1636, 284, 1650]
top-news-block bbox=[546, 80, 1684, 1079]
